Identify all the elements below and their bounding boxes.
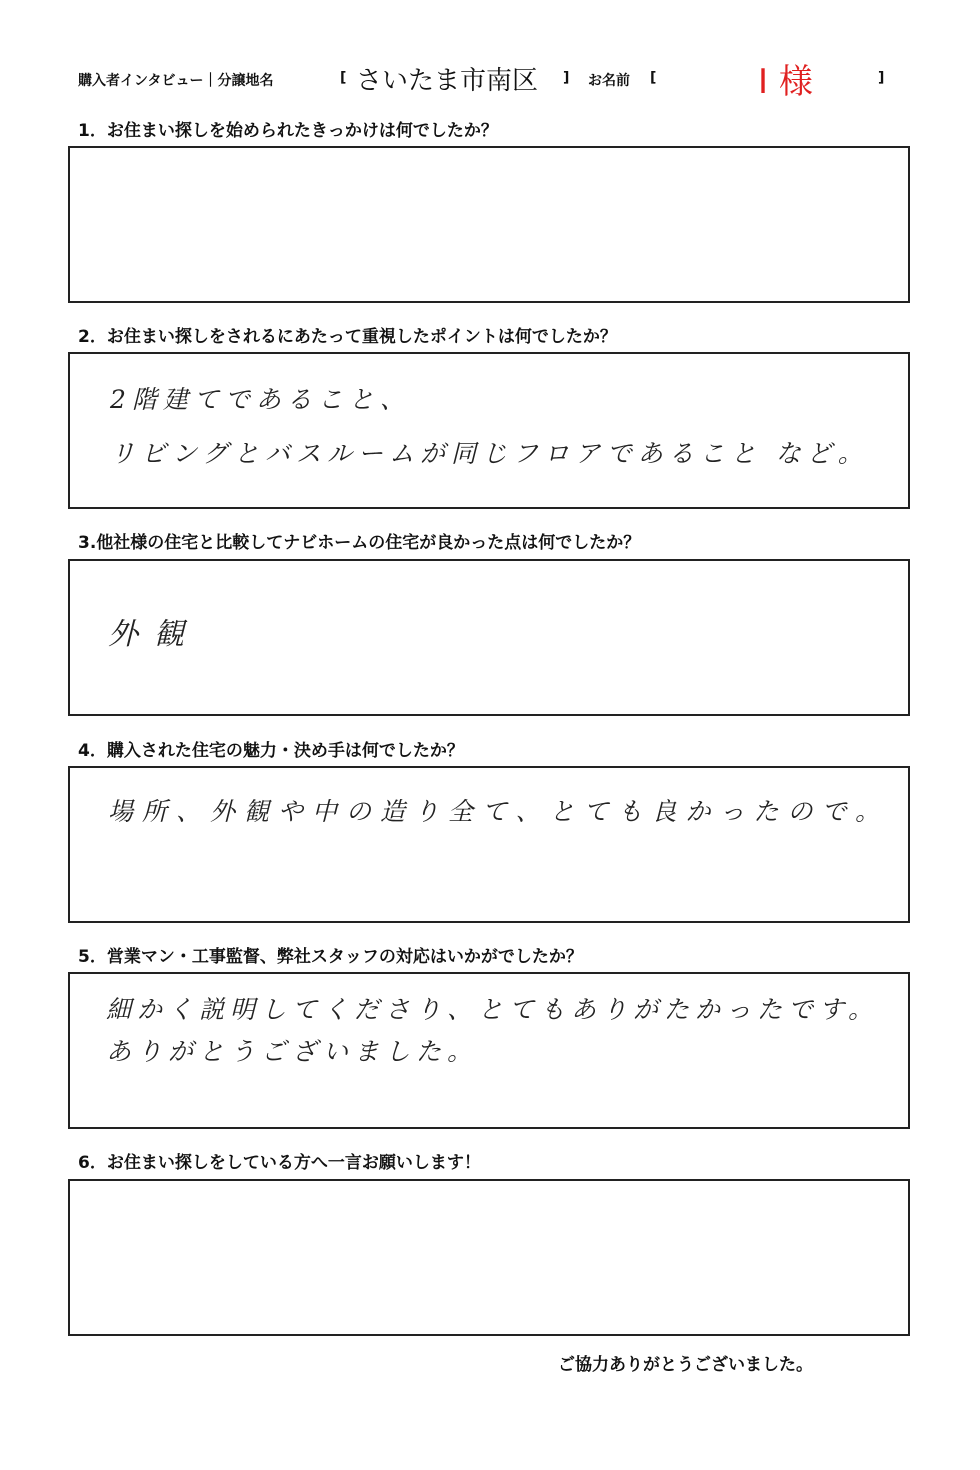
question-4: 4．購入された住宅の魅力・決め手は何でしたか？ xyxy=(78,741,464,761)
bracket-open-2: [ xyxy=(650,70,657,86)
bracket-open: [ xyxy=(340,70,347,86)
name-label: お名前 xyxy=(588,73,630,89)
bracket-close-2: ] xyxy=(878,70,885,86)
answer-box-6 xyxy=(68,1179,910,1336)
answer-box-3 xyxy=(68,559,910,716)
answer-box-2 xyxy=(68,352,910,509)
question-3: 3.他社様の住宅と比較してナビホームの住宅が良かった点は何でしたか？ xyxy=(78,533,641,553)
answer-box-5 xyxy=(68,972,910,1129)
answer-3-line-1: 外観 xyxy=(108,617,200,652)
answer-box-4 xyxy=(68,766,910,923)
bracket-close: ] xyxy=(563,70,570,86)
answer-2-line-1: 2階建てであること、 xyxy=(110,385,411,414)
question-5: 5．営業マン・工事監督、弊社スタッフの対応はいかがでしたか？ xyxy=(78,947,583,967)
answer-2-line-2: リビングとバスルームが同じフロアであること など。 xyxy=(110,439,869,468)
area-name: さいたま市南区 xyxy=(356,66,539,96)
answer-5-line-1: 細かく説明してくださり、とてもありがたかったです。 xyxy=(106,995,880,1024)
customer-name: I 様 xyxy=(758,62,813,102)
question-6: 6．お住まい探しをしている方へ一言お願いします！ xyxy=(78,1153,481,1173)
answer-box-1 xyxy=(68,146,910,303)
question-1: 1．お住まい探しを始められたきっかけは何でしたか？ xyxy=(78,121,498,141)
question-2: 2．お住まい探しをされるにあたって重視したポイントは何でしたか？ xyxy=(78,327,617,347)
form-header xyxy=(78,62,898,102)
answer-4-line-1: 場所、外観や中の造り全て、とても良かったので。 xyxy=(108,797,890,826)
answer-5-line-2: ありがとうございました。 xyxy=(106,1037,479,1066)
form-title: 購入者インタビュー｜分譲地名 xyxy=(78,73,274,89)
thanks-message: ご協力ありがとうございました。 xyxy=(558,1355,813,1375)
